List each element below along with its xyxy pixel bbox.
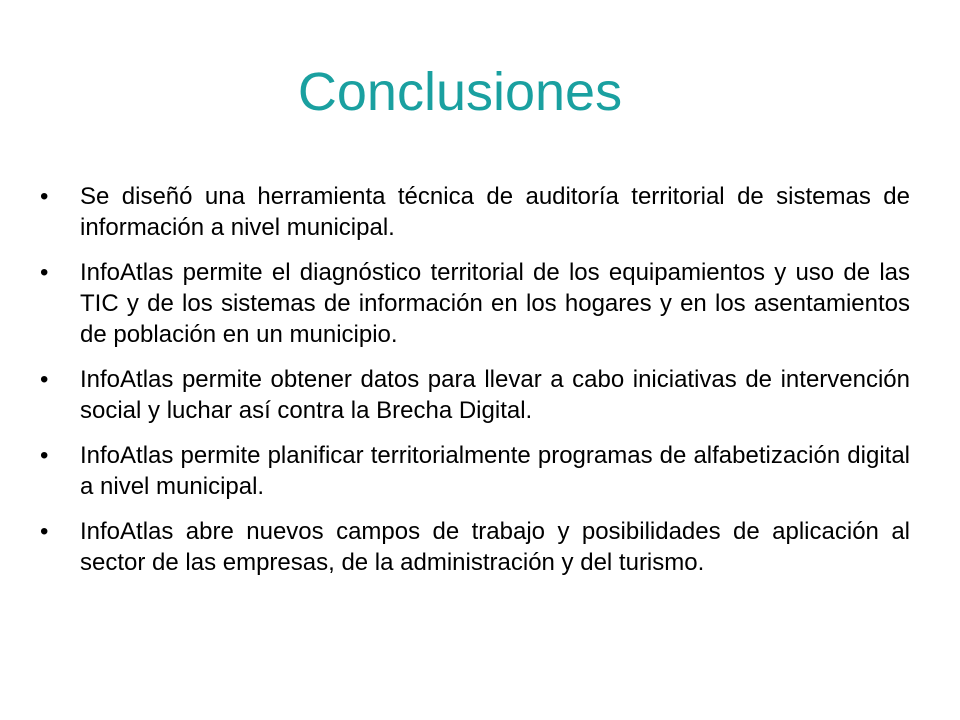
bullet-text: InfoAtlas permite obtener datos para llevar a cabo iniciativas de intervención social y luchar así contra la Brecha Digital. <box>80 366 910 424</box>
bullet-icon: • <box>40 259 49 286</box>
bullet-item <box>40 181 910 243</box>
bullet-text: InfoAtlas permite planificar territorialmente programas de alfabetización digital a nivel municipal. <box>80 442 910 500</box>
bullet-item <box>40 257 910 350</box>
bullet-text: InfoAtlas abre nuevos campos de trabajo y posibilidades de aplicación al sector de las empresas, de la administración y del turismo. <box>80 518 910 576</box>
bullet-item <box>40 364 910 426</box>
bullet-text: Se diseñó una herramienta técnica de auditoría territorial de sistemas de información a nivel municipal. <box>80 183 910 241</box>
bullet-icon: • <box>40 518 49 545</box>
bullet-icon: • <box>40 442 49 469</box>
bullet-text: InfoAtlas permite el diagnóstico territorial de los equipamientos y uso de las TIC y de los sistemas de información en los hogares y en los asentamientos de población en un municipio. <box>80 259 910 348</box>
bullet-item <box>40 516 910 578</box>
slide-title: Conclusiones <box>297 62 623 122</box>
bullet-icon: • <box>40 183 49 210</box>
bullet-icon: • <box>40 366 49 393</box>
bullet-item <box>40 440 910 502</box>
bullet-list <box>40 181 910 592</box>
